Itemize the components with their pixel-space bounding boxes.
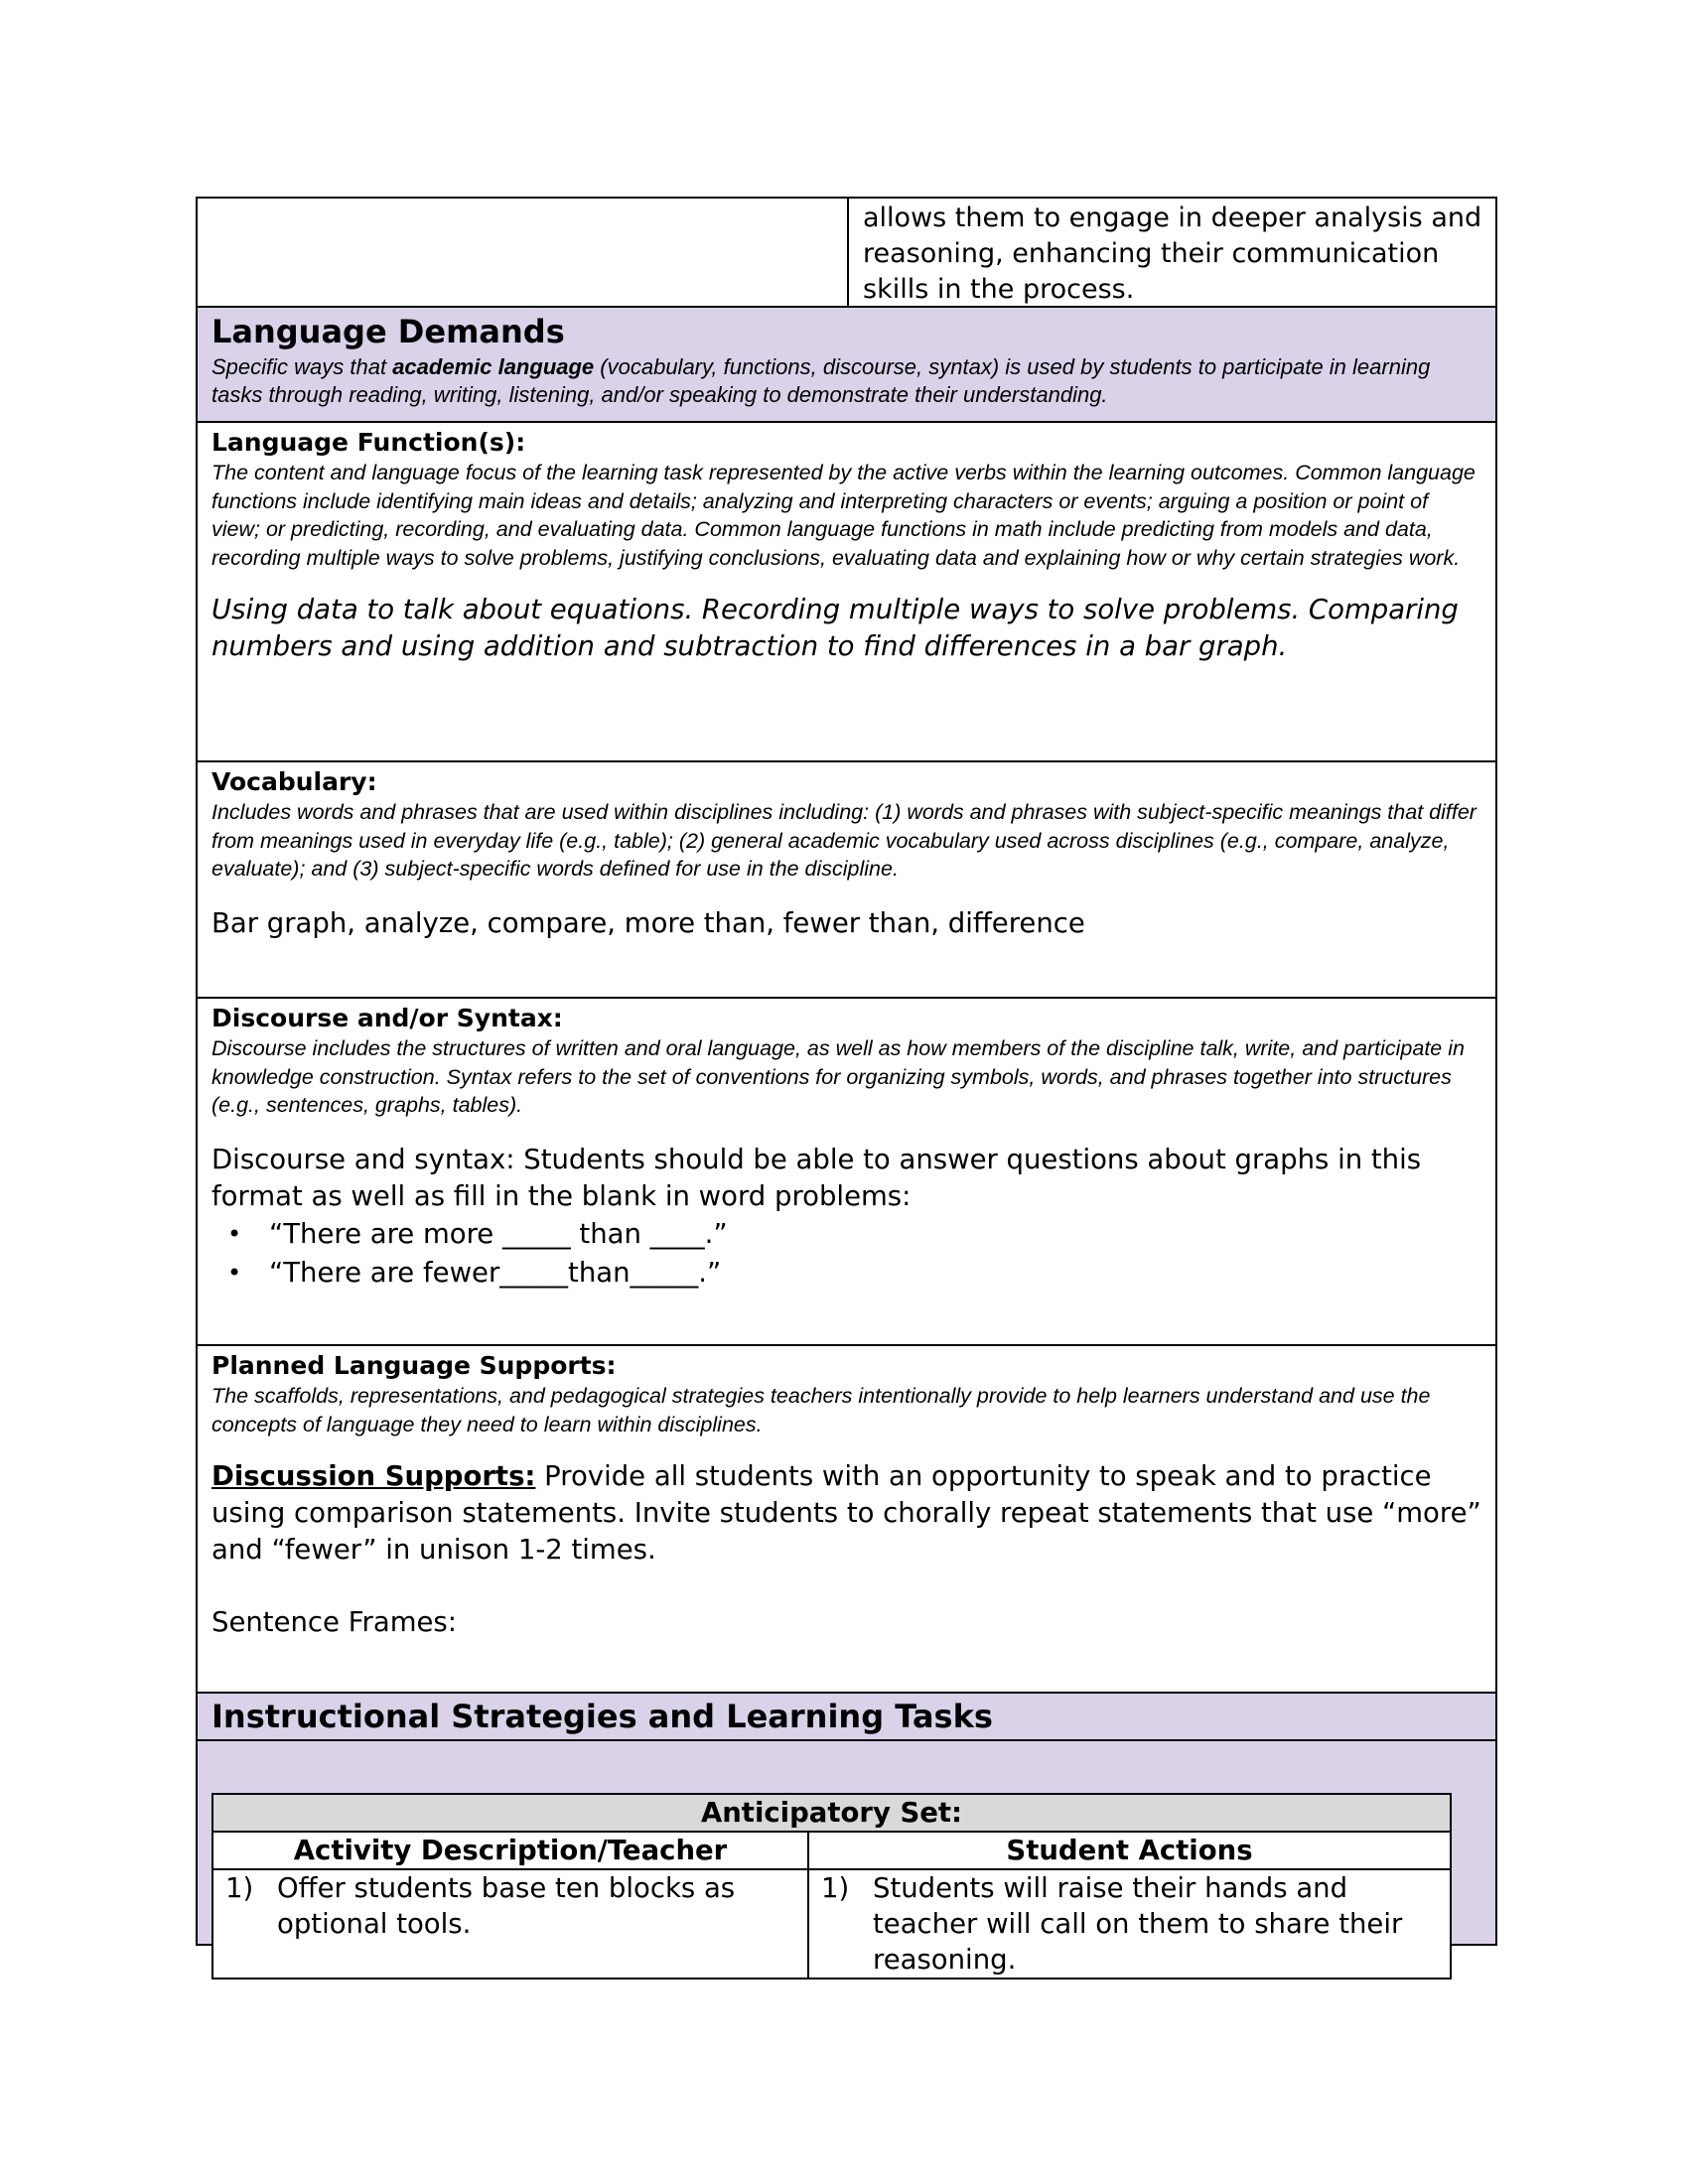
instructional-title: Instructional Strategies and Learning Tasks: [211, 1698, 993, 1735]
discussion-supports: [211, 1458, 1481, 1569]
language-supports-description: The scaffolds, representations, and pedagogical strategies teachers intentionally provide to help learners understand and use the concepts of language they need to learn within disciplines.: [211, 1384, 1431, 1436]
vocabulary-section: [198, 762, 1495, 999]
desc-part: Specific ways that: [211, 354, 393, 379]
language-supports-heading: Planned Language Supports:: [211, 1351, 617, 1380]
language-functions-section: [198, 423, 1495, 762]
instructional-header: [198, 1694, 1495, 1741]
discourse-response: Discourse and syntax: Students should be able to answer questions about graphs in this format as well as fill in the blank in word problems:: [211, 1143, 1422, 1212]
lesson-plan-table: [196, 197, 1497, 1976]
table-row: [212, 1869, 808, 1979]
sentence-frames-label: Sentence Frames:: [211, 1606, 457, 1638]
student-step-text: Students will raise their hands and teacher will call on them to share their reasoning.: [873, 1872, 1403, 1976]
discourse-section: [198, 999, 1495, 1346]
language-demands-description: [211, 353, 1481, 409]
language-supports-section: [198, 1346, 1495, 1694]
language-functions-response: Using data to talk about equations. Recording multiple ways to solve problems. Comparing numbers and using addition and subtraction to find differences in a bar graph.: [211, 594, 1459, 662]
discussion-supports-text: Provide all students with an opportunity to speak and to practice using comparison statements. Invite students to chorally repeat statements that use “more” and “fewer” in unison 1-2 times.: [211, 1460, 1481, 1566]
discourse-heading: Discourse and/or Syntax:: [211, 1004, 563, 1032]
teacher-column-header: Activity Description/Teacher: [212, 1832, 808, 1869]
table-row: [808, 1869, 1451, 1979]
continuation-right-cell: allows them to engage in deeper analysis and reasoning, enhancing their communication skills in the process.: [863, 203, 1482, 305]
continuation-row: [198, 199, 1495, 308]
vocabulary-response: Bar graph, analyze, compare, more than, fewer than, difference: [211, 906, 1085, 939]
discourse-description: Discourse includes the structures of written and oral language, as well as how members of the discipline talk, write, and participate in knowledge construction. Syntax refers to the set of conventions for organizing symbols, words, and phrases together into structures (e.g., sentences, graphs, tables).: [211, 1036, 1465, 1117]
language-functions-heading: Language Function(s):: [211, 428, 526, 457]
teacher-step-number: 1): [225, 1872, 254, 1904]
instructional-body: [198, 1741, 1495, 1976]
desc-bold-part: academic language: [392, 354, 595, 379]
vocabulary-description: Includes words and phrases that are used within disciplines including: (1) words and phrases with subject-specific meanings that differ from meanings used in everyday life (e.g., table); (2) general academic vocabulary used across disciplines (e.g., compare, analyze, evaluate); and (3) subject-specific words defined for use in the discipline.: [211, 800, 1477, 881]
list-item: • “There are more _____ than ____.”: [269, 1215, 1481, 1254]
desc-part: (vocabulary, functions, discourse, syntax) is used by students to participate in learning tasks through reading, writing, listening, and/or speaking to demonstrate their understanding.: [211, 354, 1431, 407]
language-demands-title: Language Demands: [211, 313, 565, 350]
list-item: • “There are fewer_____than_____.”: [269, 1254, 1481, 1293]
sentence-frame-list: [211, 1215, 1481, 1293]
anticipatory-set-table: [211, 1793, 1452, 1979]
vocabulary-heading: Vocabulary:: [211, 767, 377, 796]
continuation-left-cell: [198, 199, 849, 306]
student-step-number: 1): [821, 1872, 850, 1904]
language-demands-header: [198, 308, 1495, 423]
teacher-step-text: Offer students base ten blocks as optional tools.: [277, 1872, 736, 1940]
language-functions-description: The content and language focus of the learning task represented by the active verbs within the learning outcomes. Common language functions include identifying main ideas and details; analyzing and interpreting characters or events; arguing a position or point of view; or predicting, recording, and evaluating data. Common language functions in math include predicting from models and data, recording multiple ways to solve problems, justifying conclusions, evaluating data and explaining how or why certain strategies work.: [211, 461, 1476, 570]
anticipatory-set-title: Anticipatory Set:: [212, 1794, 1451, 1832]
discussion-supports-label: Discussion Supports:: [211, 1460, 536, 1492]
student-column-header: Student Actions: [808, 1832, 1451, 1869]
